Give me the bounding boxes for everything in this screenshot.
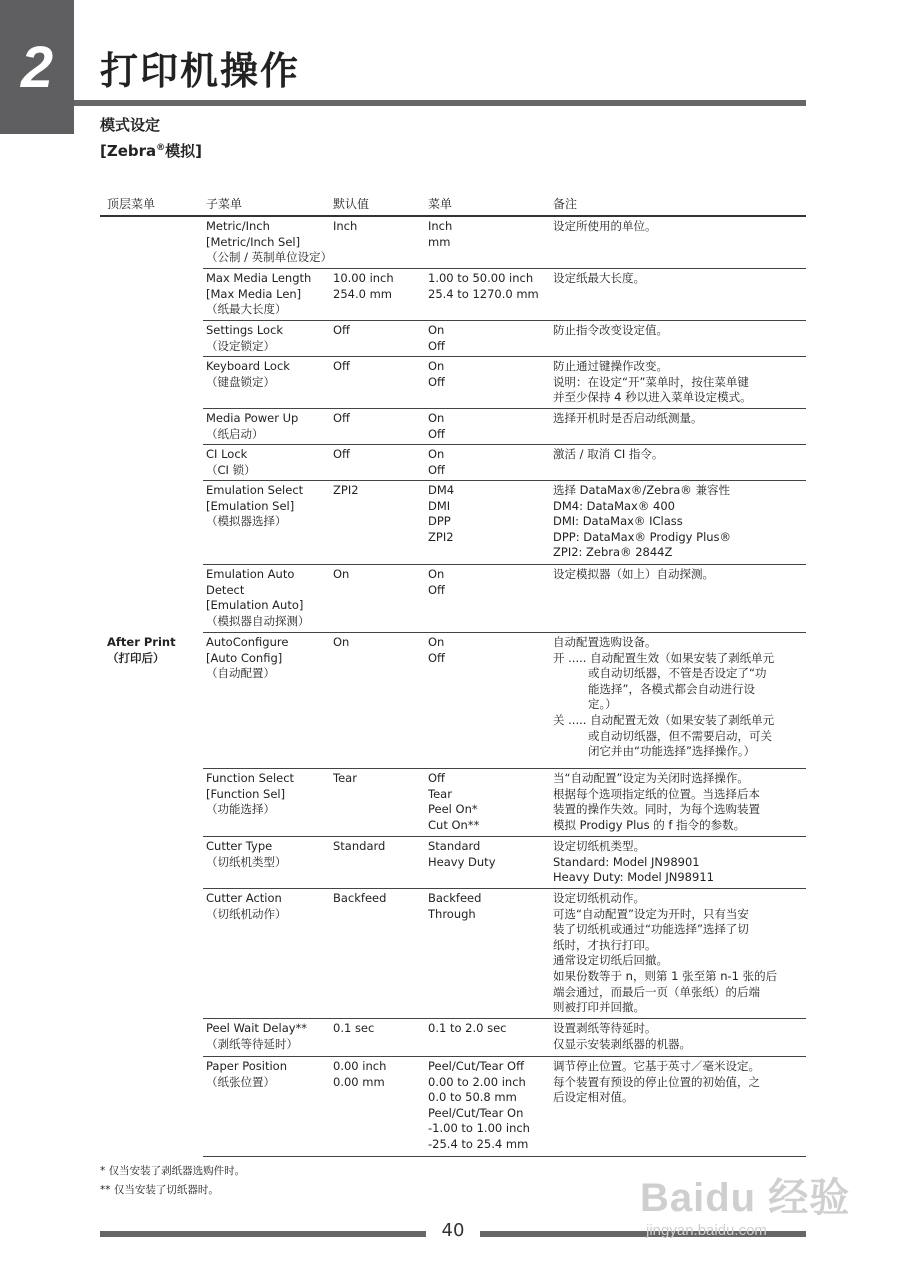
top-menu-line: （打印后） [107,651,165,665]
cell-line: （纸最大长度） [206,302,287,317]
cell-line: Off [428,374,445,389]
cell-line: Off [428,462,445,477]
page-title: 打印机操作 [100,49,301,93]
chapter-number-box [0,0,74,134]
cell-line: Heavy Duty: Model JN98911 [553,870,714,885]
cell-line: （纸张位置） [206,1074,275,1089]
cell-line: 定。） [588,697,617,712]
cell-line: DM4: DataMax® 400 [553,498,675,513]
cell-line: 当“自动配置”设定为关闭时选择操作。 [553,771,749,785]
cell-line: -25.4 to 25.4 mm [428,1136,529,1151]
cell-line: （键盘锁定） [206,374,275,389]
menu-cell [428,219,552,250]
cell-line: （纸启动） [206,426,264,441]
cell-line: Off [428,582,445,597]
cell-line: 防止通过键操作改变。 [553,359,668,373]
cell-line: Standard [333,839,386,853]
cell-line: CI Lock [206,447,248,461]
cell-line: 每个装置有预设的停止位置的初始值，之 [553,1074,760,1089]
cell-line: [Emulation Sel] [206,498,295,513]
cell-line: 选择开机时是否启动纸测量。 [553,411,703,425]
default-cell [333,839,427,855]
cell-line: 设置剥纸等待延时。 [553,1021,657,1035]
cell-line: Inch [428,219,453,233]
cell-line: On [428,447,445,461]
cell-line: Emulation Auto [206,567,295,581]
cell-line: 模拟 Prodigy Plus 的 f 指令的参数。 [553,817,746,832]
table-row [203,1019,806,1057]
cell-line: 0.1 sec [333,1021,375,1035]
submenu-cell [206,839,331,870]
table-row [203,565,806,633]
cell-line: 如果份数等于 n，则第 1 张至第 n-1 张的后 [553,968,778,983]
cell-line: DPP: DataMax® Prodigy Plus® [553,529,732,544]
submenu-cell [206,635,331,682]
cell-line: Tear [333,771,357,785]
submenu-cell [206,567,331,629]
cell-line: AutoConfigure [206,635,289,649]
cell-line: DM4 [428,483,455,497]
cell-line: 0.1 to 2.0 sec [428,1021,507,1035]
menu-cell [428,635,552,666]
cell-line: Standard [428,839,481,853]
cell-line: 0.00 to 2.00 inch [428,1074,526,1089]
cell-line: DPP [428,514,451,529]
footer-bar-left [100,1231,426,1237]
cell-line: 防止指令改变设定值。 [553,323,668,337]
cell-line: DMI: DataMax® IClass [553,514,683,529]
cell-line: Max Media Length [206,271,312,285]
table-row [203,769,806,837]
default-cell [333,635,427,651]
default-cell [333,271,427,302]
table-row [203,633,806,769]
cell-line: Heavy Duty [428,854,496,869]
cell-line: 或自动切纸器，不管是否设定了“功 [588,666,767,681]
note-cell [553,323,805,339]
table-row [203,445,806,481]
cell-line: 后设定相对值。 [553,1090,634,1105]
cell-line: 装了切纸机或通过“功能选择”选择了切 [553,922,749,937]
cell-line: Cutter Action [206,891,282,905]
footnote: * 仅当安装了剥纸器选购件时。 [100,1165,246,1177]
cell-line: On [428,635,445,649]
cell-line: Backfeed [333,891,387,905]
menu-cell [428,839,552,870]
cell-line: Detect [206,582,245,597]
menu-cell [428,447,552,478]
cell-line: 关 ..... 自动配置无效（如果安装了剥纸单元 [553,712,775,727]
menu-cell [428,891,552,922]
cell-line: （自动配置） [206,666,275,681]
cell-line: Cut On** [428,817,480,832]
cell-line: 或自动切纸器，但不需要启动，可关 [588,728,772,743]
note-cell [553,447,805,463]
cell-line: Peel Wait Delay** [206,1021,308,1035]
default-cell [333,771,427,787]
cell-line: [Metric/Inch Sel] [206,234,301,249]
cell-line: 25.4 to 1270.0 mm [428,286,539,301]
cell-line: （CI 锁） [206,462,256,477]
submenu-cell [206,219,331,266]
cell-line: 激活 / 取消 CI 指令。 [553,447,664,461]
cell-line: Off [333,447,350,461]
note-cell [553,219,805,235]
submenu-cell [206,771,331,818]
cell-line: Off [333,323,350,337]
header-note: 备注 [553,197,578,211]
subtitle-pre: [Zebra [100,142,157,160]
cell-line: Settings Lock [206,323,284,337]
cell-line: Standard: Model JN98901 [553,854,700,869]
cell-line: ZPI2: Zebra® 2844Z [553,545,673,560]
note-cell [553,271,805,287]
note-cell [553,839,805,886]
menu-cell [428,483,552,545]
cell-line: 自动配置选购设备。 [553,635,657,649]
cell-line: On [428,411,445,425]
top-menu-after-print [107,634,176,666]
table-row [203,1057,806,1157]
cell-line: 0.00 mm [333,1074,385,1089]
cell-line: 端会通过，而最后一页（单张纸）的后端 [553,984,760,999]
cell-line: -1.00 to 1.00 inch [428,1121,530,1136]
cell-line: Off [428,771,445,785]
cell-line: Through [428,906,476,921]
default-cell [333,483,427,499]
default-cell [333,219,427,235]
cell-line: Peel/Cut/Tear Off [428,1059,524,1073]
cell-line: （切纸机类型） [206,854,287,869]
baidu-watermark [640,1166,860,1250]
header-menu: 菜单 [428,197,453,211]
footnotes [100,1162,245,1200]
cell-line: 能选择”，各模式都会自动进行设 [588,681,755,696]
watermark-main: Baidu 经验 [640,1176,851,1220]
cell-line: [Max Media Len] [206,286,302,301]
submenu-cell [206,411,331,442]
note-cell [553,411,805,427]
note-cell [553,483,805,561]
submenu-cell [206,891,331,922]
cell-line: Metric/Inch [206,219,270,233]
cell-line: Cutter Type [206,839,273,853]
cell-line: Backfeed [428,891,482,905]
section-title: 模式设定 [100,116,161,134]
cell-line: Keyboard Lock [206,359,290,373]
cell-line: Off [428,426,445,441]
default-cell [333,891,427,907]
cell-line: mm [428,234,451,249]
table-row [203,321,806,357]
note-cell [553,1021,805,1052]
cell-line: （剥纸等待延时） [206,1036,298,1051]
cell-line: 设定纸最大长度。 [553,271,645,285]
registered-mark: ® [156,143,166,153]
cell-line: 设定所使用的单位。 [553,219,657,233]
menu-cell [428,359,552,390]
cell-line: （切纸机动作） [206,906,287,921]
cell-line: Media Power Up [206,411,299,425]
cell-line: （公制 / 英制单位设定） [206,250,333,265]
chapter-number: 2 [20,34,54,100]
cell-line: 选择 DataMax®/Zebra® 兼容性 [553,483,730,497]
page-number: 40 [441,1220,465,1241]
cell-line: 设定切纸机类型。 [553,839,645,853]
note-cell [553,635,805,760]
submenu-cell [206,271,331,318]
submenu-cell [206,447,331,478]
note-cell [553,771,805,833]
cell-line: On [428,359,445,373]
header-submenu: 子菜单 [206,197,243,211]
menu-cell [428,1021,552,1037]
cell-line: On [333,567,350,581]
cell-line: On [428,323,445,337]
cell-line: （模拟器自动探测） [206,613,310,628]
cell-line: 0.0 to 50.8 mm [428,1090,517,1105]
note-cell [553,359,805,406]
menu-cell [428,271,552,302]
watermark-sub: jingyan.baidu.com [646,1222,767,1239]
note-cell [553,891,805,1016]
table-row [203,837,806,889]
default-cell [333,1021,427,1037]
menu-cell [428,567,552,598]
default-cell [333,567,427,583]
table-row [203,889,806,1019]
cell-line: Off [428,650,445,665]
cell-line: Off [333,359,350,373]
cell-line: Function Select [206,771,295,785]
header-default: 默认值 [333,197,370,211]
table-row [203,481,806,565]
cell-line: [Function Sel] [206,786,286,801]
cell-line: 根据每个选项指定纸的位置。当选择后本 [553,786,760,801]
cell-line: 可选“自动配置”设定为开时，只有当安 [553,906,749,921]
cell-line: Inch [333,219,358,233]
cell-line: 开 ..... 自动配置生效（如果安装了剥纸单元 [553,650,775,665]
cell-line: DMI [428,498,451,513]
title-rule [74,100,806,106]
default-cell [333,447,427,463]
cell-line: 0.00 inch [333,1059,387,1073]
submenu-cell [206,359,331,390]
cell-line: 装置的操作失效。同时，为每个选购装置 [553,802,760,817]
cell-line: [Emulation Auto] [206,598,304,613]
cell-line: Paper Position [206,1059,287,1073]
cell-line: 纸时，才执行打印。 [553,937,657,952]
section-subtitle [100,137,202,162]
cell-line: Off [428,338,445,353]
cell-line: 设定切纸机动作。 [553,891,645,905]
submenu-cell [206,323,331,354]
cell-line: Off [333,411,350,425]
cell-line: On [428,567,445,581]
table-row [203,357,806,409]
cell-line: Emulation Select [206,483,304,497]
cell-line: ZPI2 [428,529,454,544]
cell-line: 则被打印并回撤。 [553,1000,645,1015]
menu-cell [428,1059,552,1153]
cell-line: 调节停止位置。它基于英寸／毫米设定。 [553,1059,760,1073]
cell-line: [Auto Config] [206,650,283,665]
cell-line: 通常设定切纸后回撤。 [553,953,668,968]
cell-line: 1.00 to 50.00 inch [428,271,534,285]
cell-line: 254.0 mm [333,286,392,301]
header-top-menu: 顶层菜单 [107,197,156,211]
cell-line: （设定锁定） [206,338,275,353]
submenu-cell [206,1021,331,1052]
menu-cell [428,323,552,354]
cell-line: 并至少保持 4 秒以进入菜单设定模式。 [553,390,752,405]
menu-cell [428,771,552,833]
cell-line: Peel/Cut/Tear On [428,1105,524,1120]
table-row [203,409,806,445]
cell-line: On [333,635,350,649]
cell-line: Tear [428,786,452,801]
submenu-cell [206,483,331,530]
footnote: ** 仅当安装了切纸器时。 [100,1184,219,1196]
default-cell [333,359,427,375]
menu-cell [428,411,552,442]
table-row [203,269,806,321]
default-cell [333,1059,427,1090]
subtitle-post: 模拟] [165,142,203,160]
cell-line: 说明：在设定“开”菜单时，按住菜单键 [553,374,749,389]
cell-line: （模拟器选择） [206,514,287,529]
cell-line: Peel On* [428,802,478,817]
table-header [100,195,806,215]
top-menu-line: After Print [107,635,176,649]
cell-line: 仅显示安装剥纸器的机器。 [553,1036,691,1051]
cell-line: （功能选择） [206,802,275,817]
default-cell [333,323,427,339]
cell-line: ZPI2 [333,483,359,497]
cell-line: 10.00 inch [333,271,394,285]
note-cell [553,1059,805,1106]
note-cell [553,567,805,583]
table-row [203,217,806,269]
cell-line: 设定模拟器（如上）自动探测。 [553,567,714,581]
default-cell [333,411,427,427]
cell-line: 闭它并由“功能选择”选择操作。） [588,744,756,759]
submenu-cell [206,1059,331,1090]
